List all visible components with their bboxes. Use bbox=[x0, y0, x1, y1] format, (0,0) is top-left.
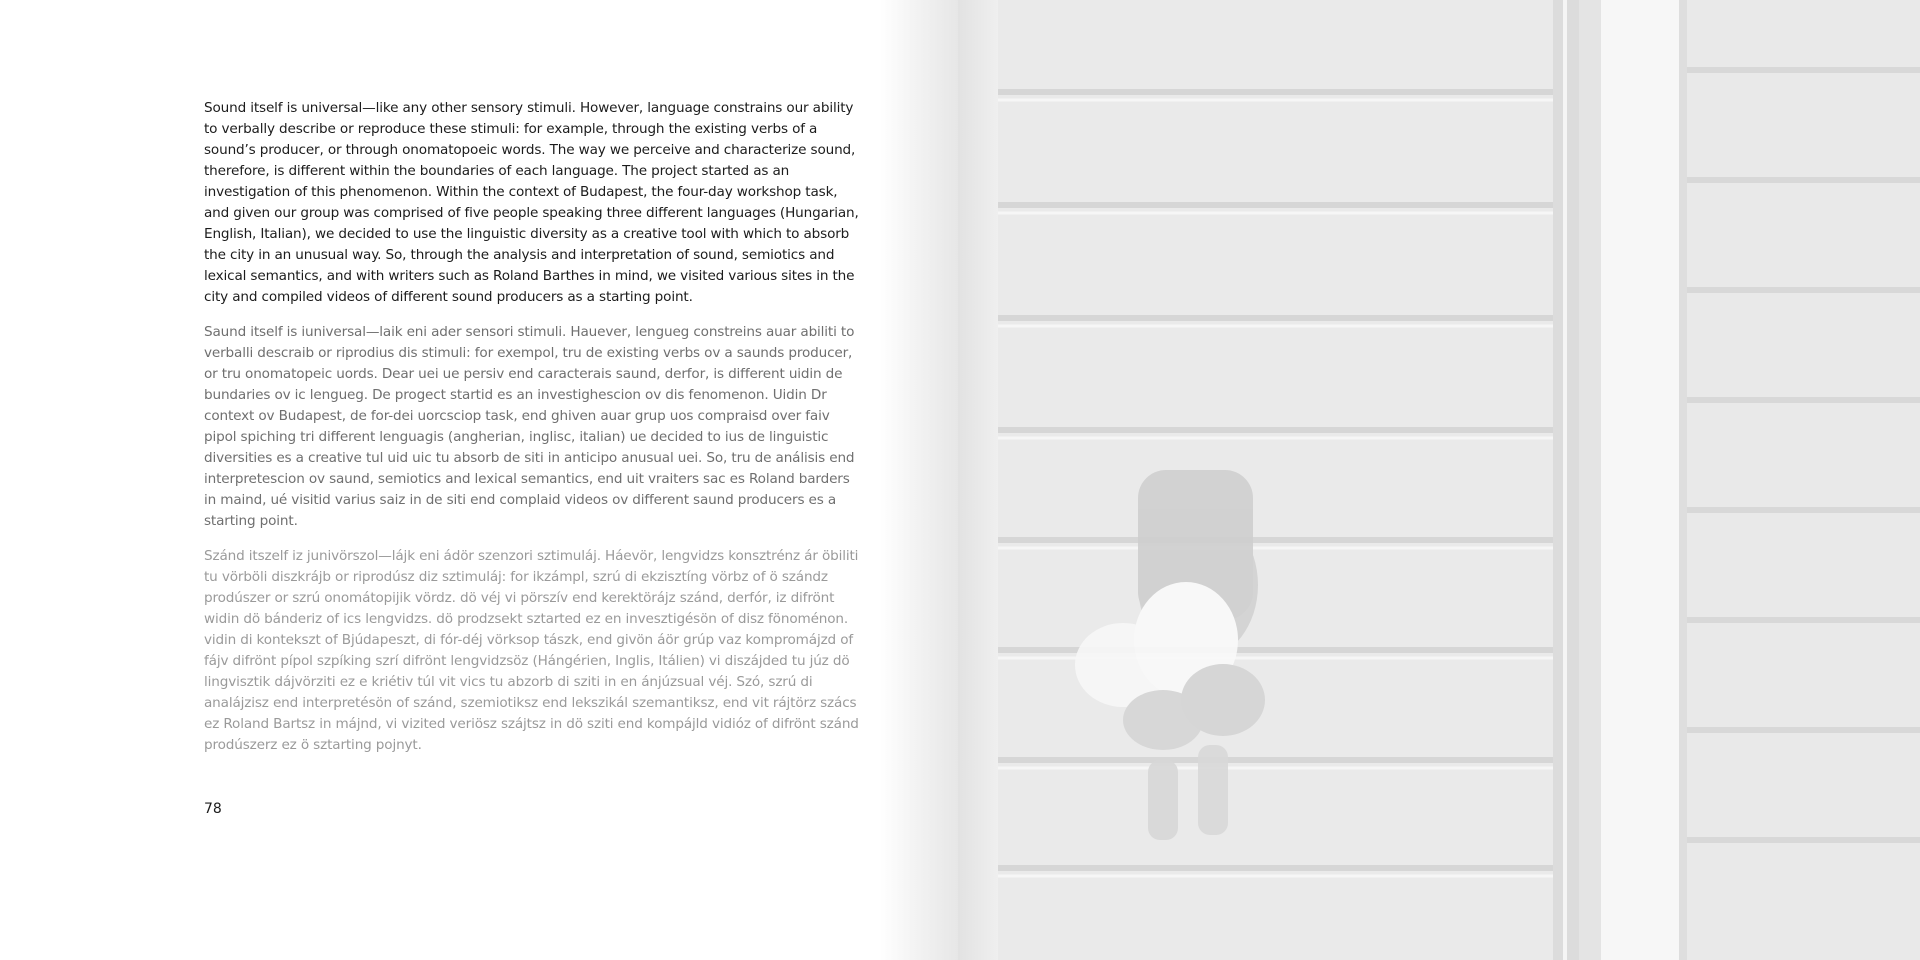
text-column bbox=[204, 98, 864, 770]
right-page-photo bbox=[958, 0, 1920, 960]
paragraph-phonetic-english: Saund itself is iuniversal—laik eni ader sensori stimuli. Hauever, lengueg constreins auar abiliti to verballi descraib or riprodius dis stimuli: for exempol, tru de existing verbs ov a saunds producer, or tru onomatopeic uords. Dear uei ue persiv end caracterais saund, derfor, is different uidin de bundaries ov ic lengueg. De progect startid es an investighescion ov dis fenomenon. Uidin Dr context ov Budapest, de for-dei uorcsciop task, end ghiven auar grup uos compraisd over faiv pipol spiching tri different lenguagis (angherian, inglisc, italian) ue decided to ius de linguistic diversities es a creative tul uid uic tu absorb de siti in anticipo anusual uei. So, tru de análisis end interpretescion ov saund, semiotics and lexical semantics, end uit vraiters sac es Roland barders in maind, ué visitid varius saiz in de siti end complaid videos ov different saund producers es a starting point. bbox=[204, 324, 855, 529]
left-page bbox=[0, 0, 880, 960]
page-number: 78 bbox=[204, 801, 222, 817]
gutter-shadow bbox=[880, 0, 960, 960]
paragraph-hungarian-phonetic: Szánd itszelf iz junivörszol—lájk eni ádör szenzori sztimuláj. Háevör, lengvidzs konsztrénz ár öbiliti tu vörböli diszkrájb or riprodúsz diz sztimuláj: for ikzámpl, szrú di ekzisztíng vörbz of ö szándz prodúszer or szrú onomátopijik vördz. dö véj vi pörszív end kerektörájz szánd, derfór, iz difrönt widin dö bánderiz of ics lengvidzs. dö prodzsekt sztarted ez en invesztigésön of disz fönoménon. vidin di kontekszt of Bjúdapeszt, di fór-déj vörksop tászk, end givön áör grúp vaz kompromájzd of fájv difrönt pípol szpíking szrí difrönt lengvidzsöz (Hángérien, Inglis, Itálien) vi diszájded tu júz dö lingvisztik dájvörziti ez e kriétiv túl vit vics tu abzorb di sziti in en ánjúzsual véj. Szó, szrú di analájzisz end interpretésön of szánd, szemiotiksz end lekszikál szemantiksz, end vit rájtörz szács ez Roland Bartsz in májnd, vi vizited veriösz szájtsz in dö sziti end kompájld vidióz of difrönt szánd prodúszerz ez ö sztarting pojnyt. bbox=[204, 548, 859, 753]
stairs-photo bbox=[958, 0, 1920, 960]
paragraph-english: Sound itself is universal—like any other sensory stimuli. However, language constrains our ability to verbally describe or reproduce these stimuli: for example, through the existing verbs of a sound’s producer, or through onomatopoeic words. The way we perceive and characterize sound, therefore, is different within the boundaries of each language. The project started as an investigation of this phenomenon. Within the context of Budapest, the four-day workshop task, and given our group was comprised of five people speaking three different languages (Hungarian, English, Italian), we decided to use the linguistic diversity as a creative tool with which to absorb the city in an unusual way. So, through the analysis and interpretation of sound, semiotics and lexical semantics, and with writers such as Roland Barthes in mind, we visited various sites in the city and compiled videos of different sound producers as a starting point. bbox=[204, 100, 859, 305]
